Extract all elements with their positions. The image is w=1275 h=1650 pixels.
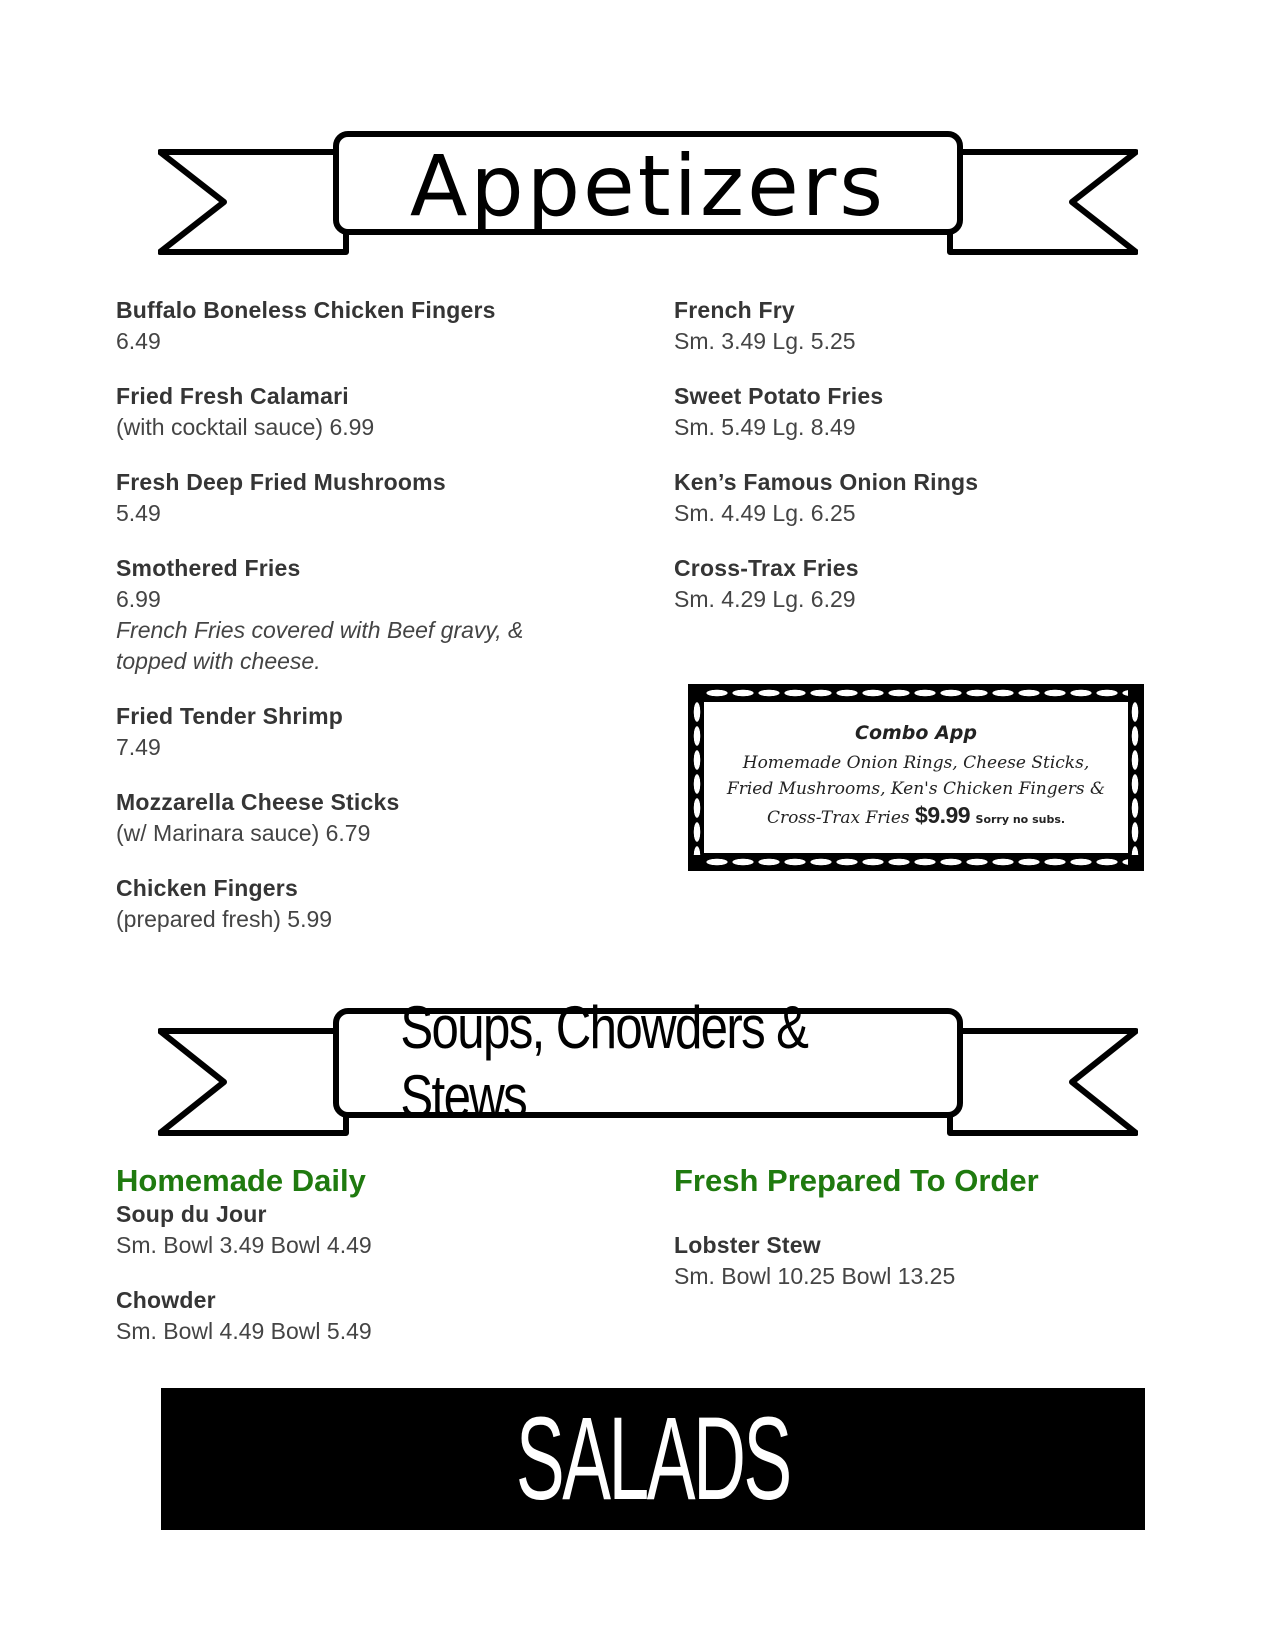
- appetizers-title: Appetizers: [409, 137, 887, 235]
- combo-line-3: Cross-Trax Fries: [766, 808, 910, 828]
- item-name: Fried Fresh Calamari: [116, 383, 349, 409]
- dotted-border-right: [1131, 700, 1139, 855]
- item-name: Chowder: [116, 1287, 216, 1313]
- item-price: 6.99: [116, 586, 161, 612]
- item-name: Cross-Trax Fries: [674, 555, 859, 581]
- soups-banner: [158, 993, 1138, 1140]
- menu-item: [116, 873, 616, 935]
- combo-line-3-row: [704, 802, 1128, 833]
- dotted-border-bottom: [704, 858, 1128, 866]
- item-name: Mozzarella Cheese Sticks: [116, 789, 400, 815]
- menu-item: [116, 467, 616, 529]
- menu-item: [674, 381, 1174, 443]
- item-name: French Fry: [674, 297, 795, 323]
- fresh-prepared-heading: Fresh Prepared To Order: [674, 1163, 1039, 1198]
- item-price: 7.49: [116, 734, 161, 760]
- item-price: (w/ Marinara sauce) 6.79: [116, 820, 371, 846]
- item-name: Sweet Potato Fries: [674, 383, 884, 409]
- item-name: Smothered Fries: [116, 555, 301, 581]
- menu-item: [116, 295, 616, 357]
- combo-title: Combo App: [855, 722, 977, 744]
- appetizers-banner: [158, 128, 1138, 258]
- menu-item: [674, 1230, 1174, 1292]
- item-name: Fried Tender Shrimp: [116, 703, 344, 729]
- appetizers-right-column: [674, 295, 1174, 639]
- menu-item: [116, 1199, 616, 1261]
- dotted-border-left: [693, 700, 701, 855]
- item-name: Lobster Stew: [674, 1232, 821, 1258]
- combo-line-1: Homemade Onion Rings, Cheese Sticks,: [742, 753, 1090, 773]
- item-price: Sm. Bowl 4.49 Bowl 5.49: [116, 1318, 372, 1344]
- menu-item: [674, 467, 1174, 529]
- menu-item: [116, 787, 616, 849]
- menu-item: [116, 1285, 616, 1347]
- soups-title: Soups, Chowders & Stews: [400, 993, 808, 1130]
- item-name: Chicken Fingers: [116, 875, 298, 901]
- item-price: 6.49: [116, 328, 161, 354]
- item-price: Sm. Bowl 10.25 Bowl 13.25: [674, 1263, 956, 1289]
- combo-line-2: Fried Mushrooms, Ken's Chicken Fingers &: [726, 779, 1106, 799]
- salads-banner: [161, 1388, 1145, 1530]
- menu-item: [674, 553, 1174, 615]
- item-price: Sm. 4.29 Lg. 6.29: [674, 586, 856, 612]
- menu-item: [116, 553, 616, 677]
- item-price: Sm. 5.49 Lg. 8.49: [674, 414, 856, 440]
- menu-item: [674, 295, 1174, 357]
- item-name: Fresh Deep Fried Mushrooms: [116, 469, 446, 495]
- item-price: Sm. Bowl 3.49 Bowl 4.49: [116, 1232, 372, 1258]
- combo-content: [704, 702, 1128, 853]
- appetizers-left-column: [116, 295, 616, 959]
- homemade-daily-heading: Homemade Daily: [116, 1163, 366, 1198]
- menu-item: [116, 701, 616, 763]
- salads-title: SALADS: [516, 1393, 790, 1525]
- soups-left-column: [116, 1163, 616, 1371]
- item-name: Buffalo Boneless Chicken Fingers: [116, 297, 496, 323]
- item-price: Sm. 3.49 Lg. 5.25: [674, 328, 856, 354]
- dotted-border-top: [704, 689, 1128, 697]
- soups-right-column: [674, 1163, 1174, 1316]
- item-name: Soup du Jour: [116, 1201, 267, 1227]
- menu-item: [116, 381, 616, 443]
- combo-price: $9.99: [915, 802, 971, 828]
- item-description: French Fries covered with Beef gravy, & topped with cheese.: [116, 617, 524, 674]
- item-price: (prepared fresh) 5.99: [116, 906, 333, 932]
- item-name: Ken’s Famous Onion Rings: [674, 469, 979, 495]
- item-price: (with cocktail sauce) 6.99: [116, 414, 375, 440]
- item-price: Sm. 4.49 Lg. 6.25: [674, 500, 856, 526]
- item-price: 5.49: [116, 500, 161, 526]
- combo-app-box: [688, 684, 1144, 871]
- combo-note: Sorry no subs.: [975, 813, 1066, 826]
